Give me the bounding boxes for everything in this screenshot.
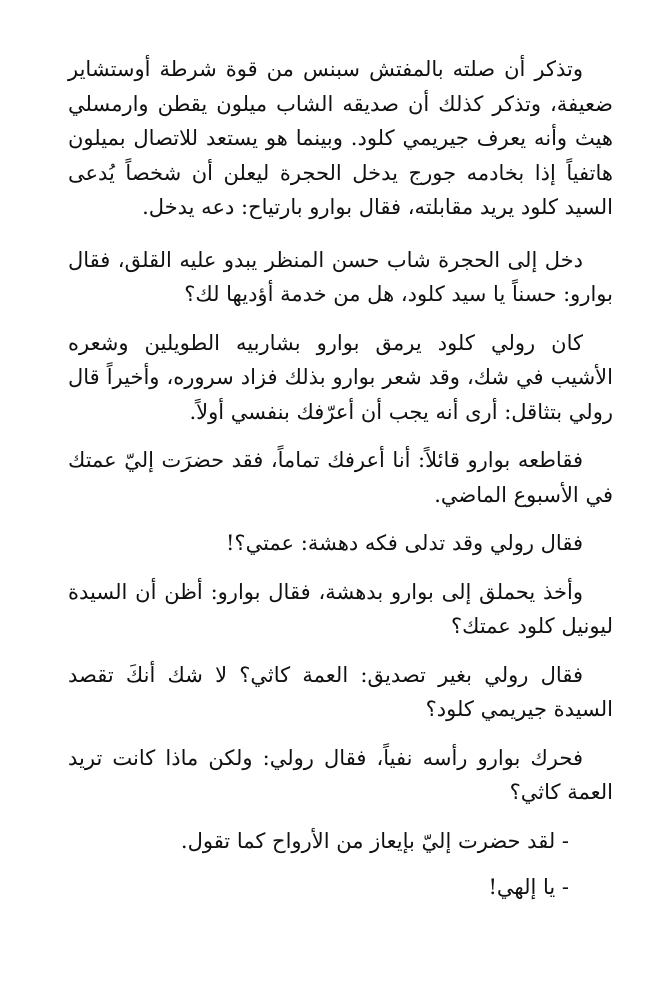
paragraph-6: وأخذ يحملق إلى بوارو بدهشة، فقال بوارو: أظن أن السيدة ليونيل كلود عمتك؟: [68, 579, 613, 638]
paragraph-5: فقال رولي وقد تدلى فكه دهشة: عمتي؟!: [225, 531, 583, 555]
paragraph-4: فقاطعه بوارو قائلاً: أنا أعرفك تماماً، فقد حضرَت إليّ عمتك في الأسبوع الماضي.: [68, 448, 613, 507]
paragraph-1: وتذكر أن صلته بالمفتش سبنس من قوة شرطة أوستشاير ضعيفة، وتذكر كذلك أن صديقه الشاب ميلون يقطن وارمسلي هيث وأنه يعرف جيريمي كلود. وبينما هو يستعد للاتصال بميلون هاتفياً إذا بخادمه جورج يدخل الحجرة ليعلن أن شخصاً يُدعى السيد كلود يريد مقابلته، فقال بوارو بارتياح: دعه يدخل.: [68, 57, 613, 219]
paragraph-7: فقال رولي بغير تصديق: العمة كاثي؟ لا شك أنكَ تقصد السيدة جيريمي كلود؟: [68, 662, 613, 721]
dialogue-line-1: - لقد حضرت إليّ بإيعاز من الأرواح كما تقول.: [180, 828, 569, 853]
paragraph-3: كان رولي كلود يرمق بوارو بشاربيه الطويلين وشعره الأشيب في شك، وقد شعر بوارو بذلك فزاد سروره، وأخيراً قال رولي بتثاقل: أرى أنه يجب أن أعرّفك بنفسي أولاً.: [68, 330, 613, 424]
paragraph-2: دخل إلى الحجرة شاب حسن المنظر يبدو عليه القلق، فقال بوارو: حسناً يا سيد كلود، هل من خدمة أؤديها لك؟: [68, 247, 613, 306]
dialogue-line-2: - يا إلهي!: [488, 875, 569, 899]
book-page: [68, 52, 613, 917]
paragraph-8: فحرك بوارو رأسه نفياً، فقال رولي: ولكن ماذا كانت تريد العمة كاثي؟: [68, 745, 613, 804]
